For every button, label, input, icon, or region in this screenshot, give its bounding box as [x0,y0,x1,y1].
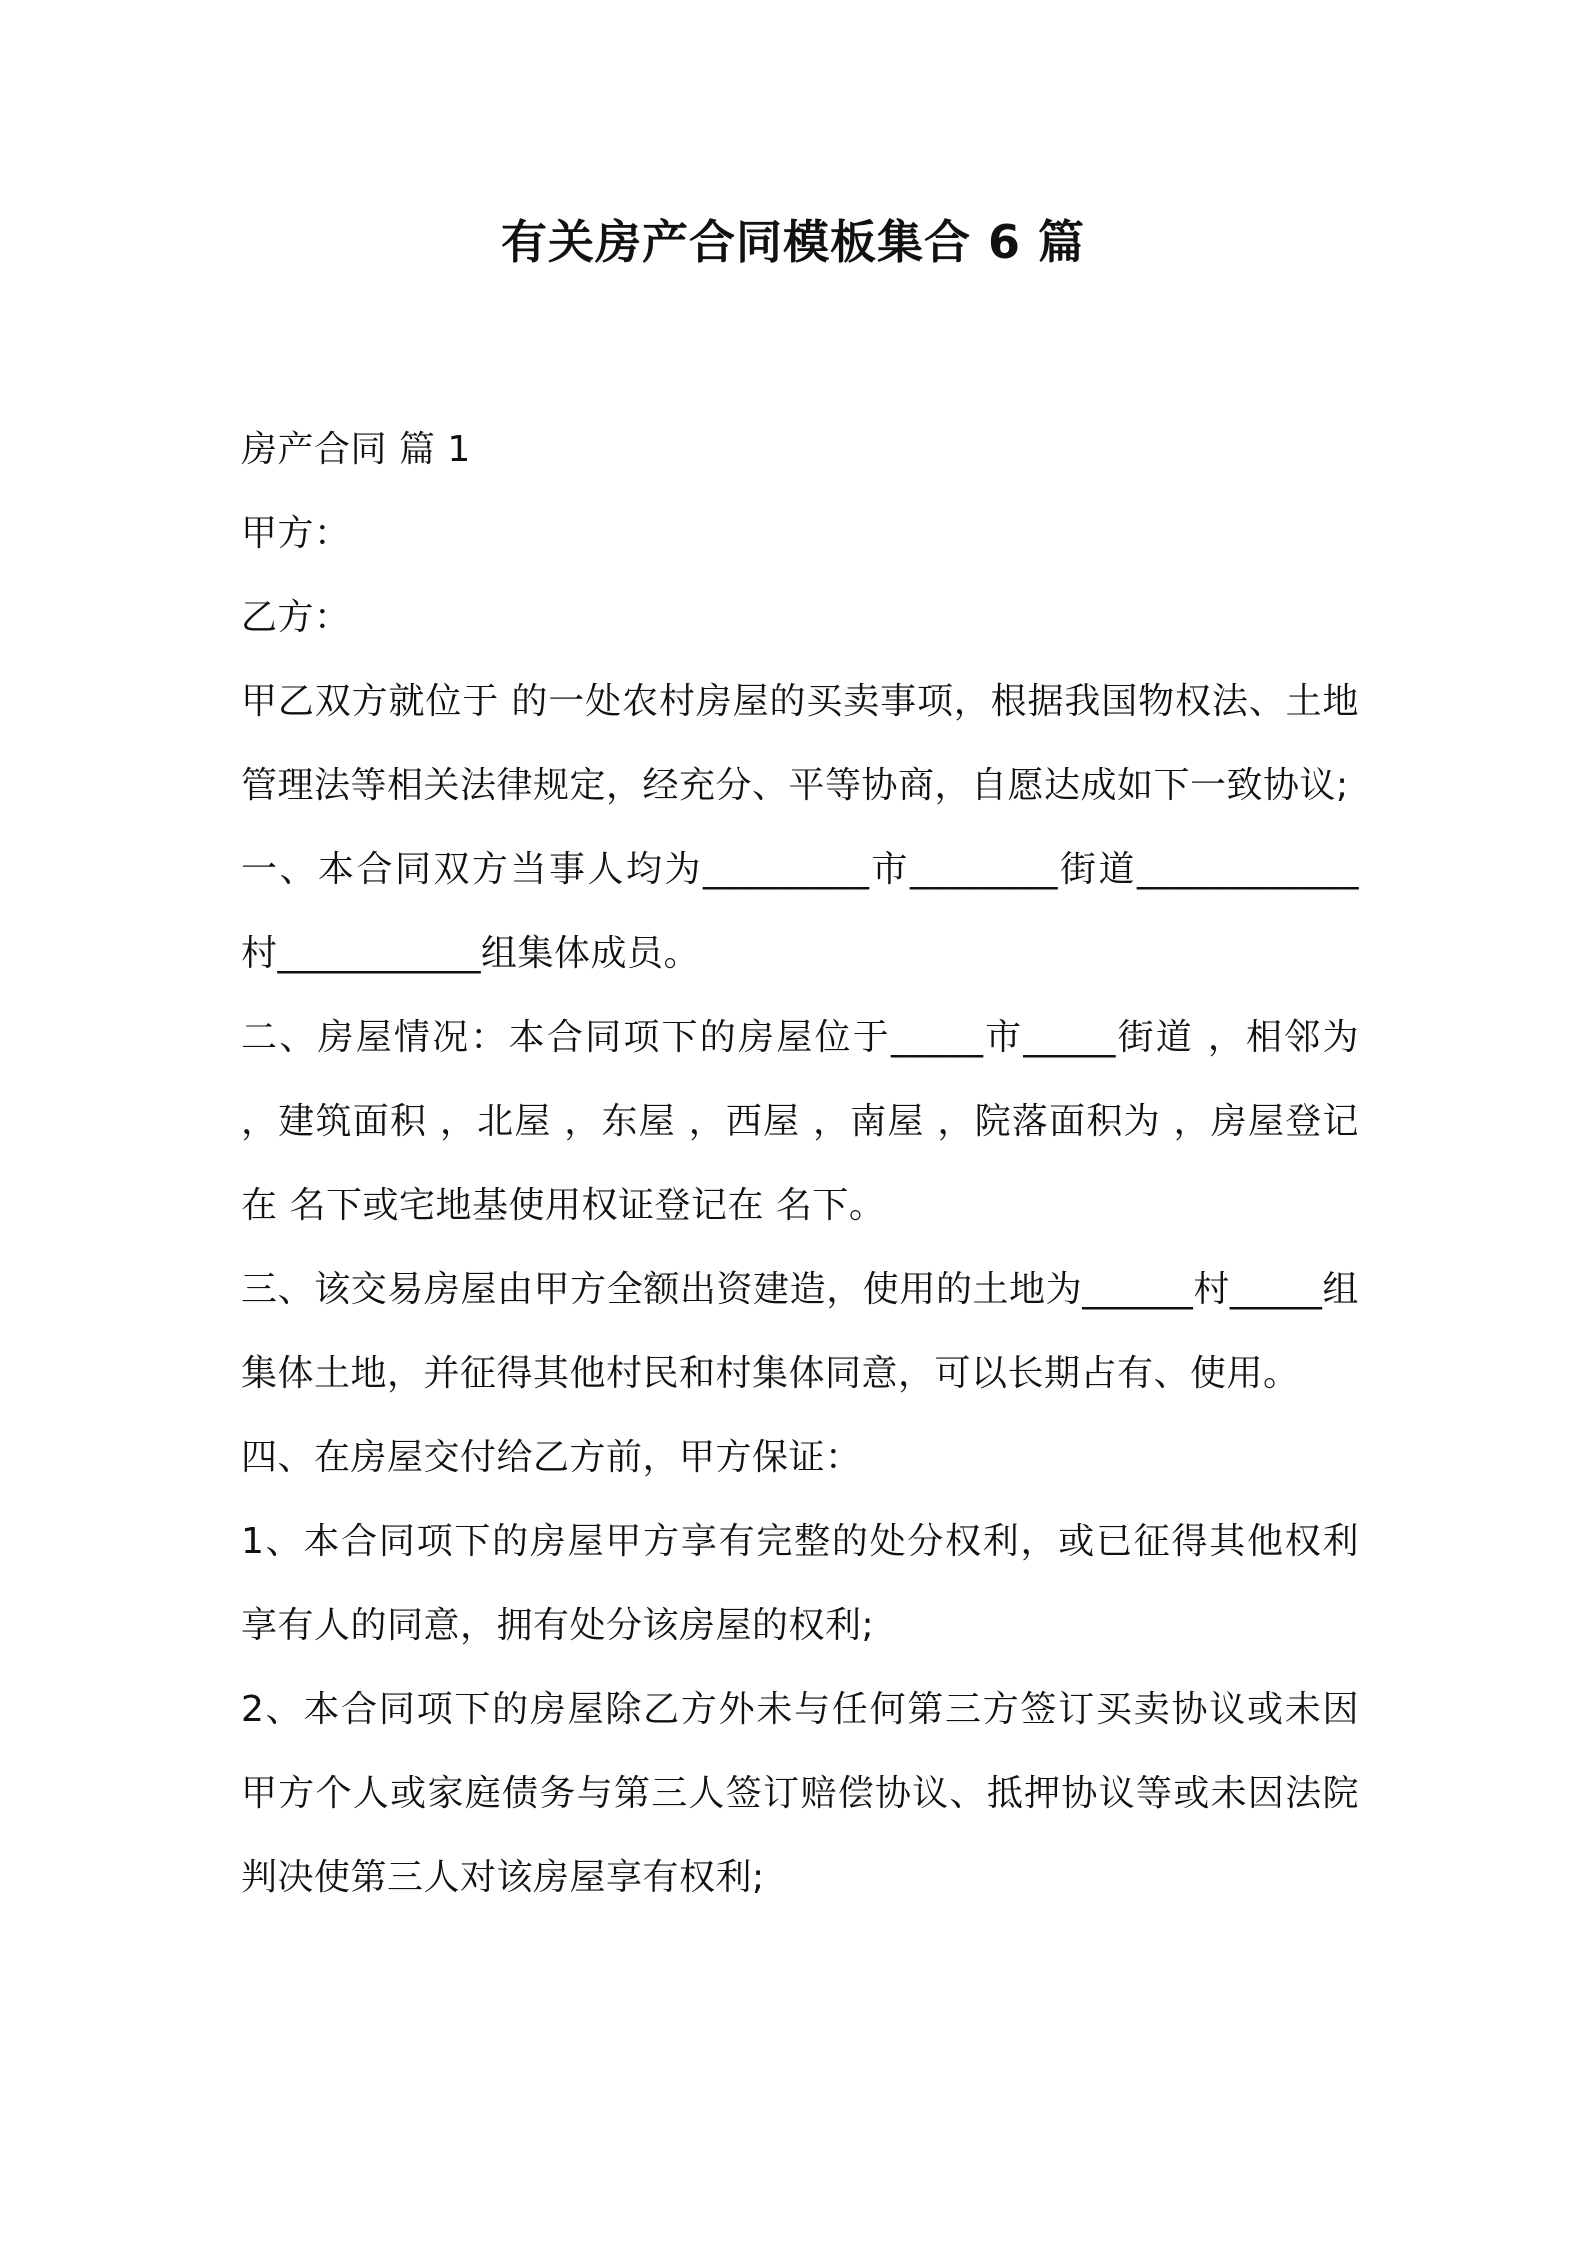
clause-2-paragraph: 二、房屋情况：本合同项下的房屋位于_____市_____街道 ，相邻为 ，建筑面积 ，北屋 ，东屋 ，西屋 ，南屋 ，院落面积为 ，房屋登记在 名下或宅地基使用权证登记在 名下。 [241,1017,1359,1226]
clause-3-paragraph: 三、该交易房屋由甲方全额出资建造，使用的土地为______村_____组集体土地，并征得其他村民和村集体同意，可以长期占有、使用。 [241,1269,1359,1394]
section-heading: 房产合同 篇 1 [241,429,471,470]
party-a-line: 甲方： [241,513,351,554]
document-title: 有关房产合同模板集合 6 篇 [500,215,1086,269]
document-body [241,408,1359,1920]
clause-1-paragraph: 一、本合同双方当事人均为_________市________街道____________村___________组集体成员。 [241,849,1359,974]
party-b-line: 乙方： [241,597,351,638]
clause-4-paragraph: 四、在房屋交付给乙方前，甲方保证： [241,1437,862,1478]
clause-4-item-2: 2、本合同项下的房屋除乙方外未与任何第三方签订买卖协议或未因甲方个人或家庭债务与第三人签订赔偿协议、抵押协议等或未因法院判决使第三人对该房屋享有权利; [241,1689,1359,1898]
preamble-paragraph: 甲乙双方就位于 的一处农村房屋的买卖事项，根据我国物权法、土地管理法等相关法律规定，经充分、平等协商，自愿达成如下一致协议; [241,681,1359,806]
clause-4-item-1: 1、本合同项下的房屋甲方享有完整的处分权利，或已征得其他权利享有人的同意，拥有处分该房屋的权利; [241,1521,1359,1646]
